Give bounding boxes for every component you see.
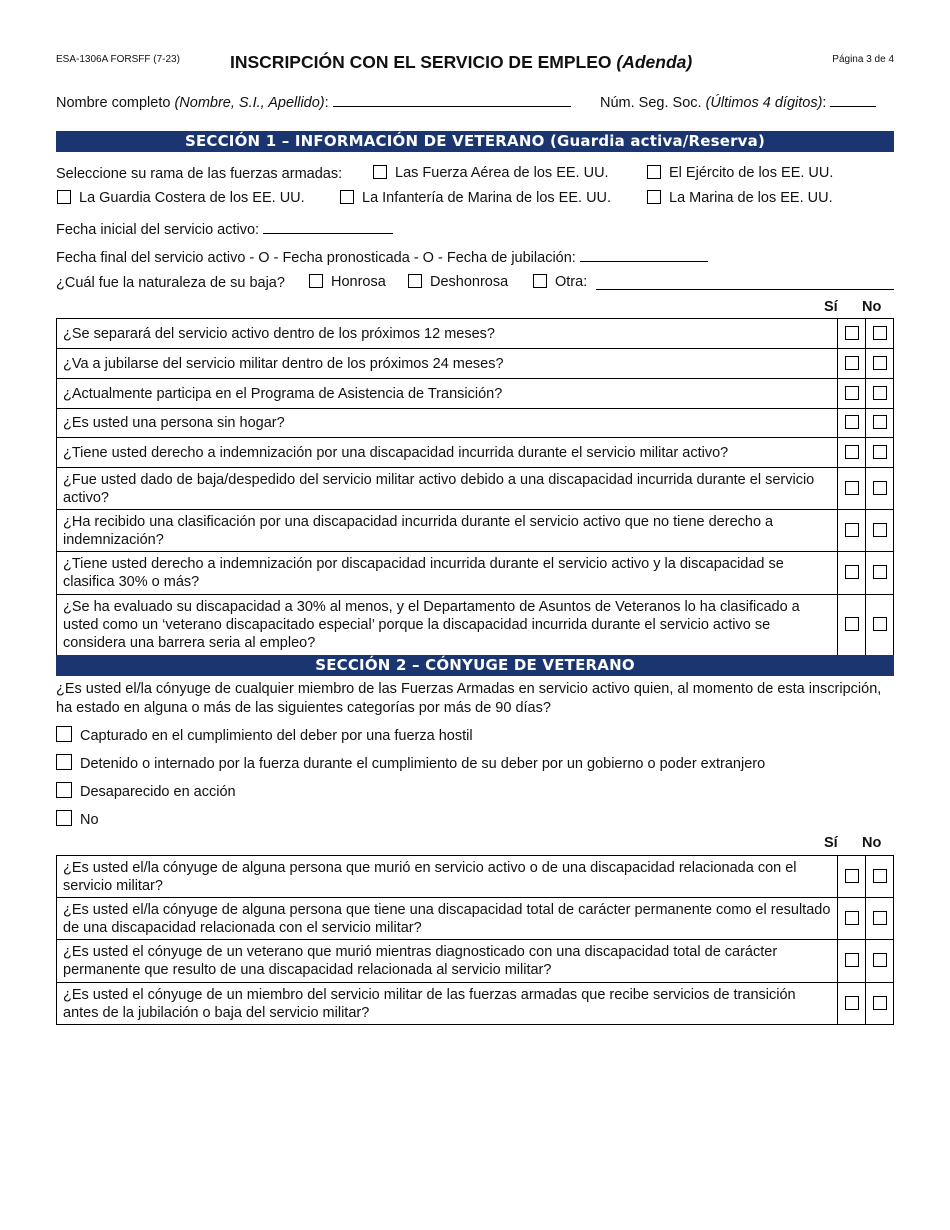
question-text: ¿Tiene usted derecho a indemnización por una discapacidad incurrida durante el servicio militar activo?: [57, 438, 838, 468]
checkbox[interactable]: [408, 274, 422, 288]
table-row: [57, 595, 894, 656]
yes-checkbox[interactable]: [845, 356, 859, 370]
yes-checkbox[interactable]: [845, 445, 859, 459]
yes-cell[interactable]: [838, 595, 866, 656]
branch-army[interactable]: [647, 165, 833, 181]
discharge-honorable[interactable]: [309, 274, 386, 290]
no-checkbox[interactable]: [873, 386, 887, 400]
yes-cell[interactable]: [838, 856, 866, 898]
no-checkbox[interactable]: [873, 911, 887, 925]
table-row: [57, 552, 894, 595]
discharge-other[interactable]: [533, 274, 587, 290]
no-header-2: No: [862, 835, 882, 851]
discharge-text: Otra:: [555, 274, 588, 290]
no-cell[interactable]: [866, 319, 894, 349]
table-row: [57, 379, 894, 409]
checkbox[interactable]: [533, 274, 547, 288]
no-checkbox[interactable]: [873, 565, 887, 579]
no-checkbox[interactable]: [873, 481, 887, 495]
yes-cell[interactable]: [838, 552, 866, 595]
yes-cell[interactable]: [838, 468, 866, 510]
no-checkbox[interactable]: [873, 356, 887, 370]
yes-cell[interactable]: [838, 409, 866, 438]
no-cell[interactable]: [866, 595, 894, 656]
yes-checkbox[interactable]: [845, 996, 859, 1010]
question-text: ¿Se separará del servicio activo dentro de los próximos 12 meses?: [57, 319, 838, 349]
no-cell[interactable]: [866, 898, 894, 940]
no-cell[interactable]: [866, 510, 894, 552]
question-text: ¿Fue usted dado de baja/despedido del servicio militar activo debido a una discapacidad incurrida durante el servicio activo?: [57, 468, 838, 510]
start-date-row: [56, 219, 393, 238]
yes-checkbox[interactable]: [845, 617, 859, 631]
section2-questions-table: [56, 855, 894, 1025]
branch-air-force[interactable]: [373, 165, 609, 181]
no-cell[interactable]: [866, 552, 894, 595]
branch-label-text: El Ejército de los EE. UU.: [669, 165, 834, 181]
yes-checkbox[interactable]: [845, 481, 859, 495]
question-text: ¿Va a jubilarse del servicio militar dentro de los próximos 24 meses?: [57, 349, 838, 379]
table-row: [57, 940, 894, 983]
checkbox[interactable]: [340, 190, 354, 204]
section1-title: SECCIÓN 1 – INFORMACIÓN DE VETERANO (Guardia activa/Reserva): [56, 131, 894, 152]
no-cell[interactable]: [866, 349, 894, 379]
table-row: [57, 856, 894, 898]
no-cell[interactable]: [866, 940, 894, 983]
question-text: ¿Se ha evaluado su discapacidad a 30% al menos, y el Departamento de Asuntos de Veteranos lo ha clasificado a usted como un ‘veterano discapacitado especial’ porque la discapacidad incurrida durante el servicio activo se considera una barrera seria al empleo?: [57, 595, 838, 656]
section2-intro: ¿Es usted el/la cónyuge de cualquier miembro de las Fuerzas Armadas en servicio activo quien, al momento de esta inscripción, ha estado en alguna o más de las siguientes categorías por más de 90 días?: [56, 681, 882, 716]
name-hint: (Nombre, S.I., Apellido): [174, 95, 325, 111]
no-cell[interactable]: [866, 438, 894, 468]
table-row: [57, 468, 894, 510]
start-date-label: Fecha inicial del servicio activo:: [56, 222, 260, 238]
name-label: Nombre completo: [56, 95, 171, 111]
yes-cell[interactable]: [838, 379, 866, 409]
checkbox[interactable]: [309, 274, 323, 288]
yes-cell[interactable]: [838, 349, 866, 379]
question-text: ¿Tiene usted derecho a indemnización por discapacidad incurrida durante el servicio activo y la discapacidad se clasifica 30% o más?: [57, 552, 838, 595]
branch-label: Seleccione su rama de las fuerzas armadas:: [56, 166, 343, 182]
question-text: ¿Es usted el/la cónyuge de alguna persona que tiene una discapacidad total de carácter permanente como el resultado de una discapacidad relacionada con el servicio militar?: [57, 898, 838, 940]
option-text: Detenido o internado por la fuerza durante el cumplimiento de su deber por un gobierno o poder extranjero: [80, 756, 766, 772]
no-checkbox[interactable]: [873, 953, 887, 967]
table-row: [57, 409, 894, 438]
end-date-label: Fecha final del servicio activo - O - Fecha pronosticada - O - Fecha de jubilación:: [56, 250, 576, 266]
title-suffix: (Adenda): [616, 52, 693, 72]
branch-marines[interactable]: [340, 190, 611, 206]
no-cell[interactable]: [866, 856, 894, 898]
table-row: [57, 438, 894, 468]
ssn-row: Núm. Seg. Soc. (Últimos 4 dígitos):: [600, 92, 876, 111]
no-cell[interactable]: [866, 983, 894, 1025]
checkbox[interactable]: [56, 754, 72, 770]
checkbox[interactable]: [57, 190, 71, 204]
table-row: [57, 983, 894, 1025]
yes-cell[interactable]: [838, 940, 866, 983]
option-text: Capturado en el cumplimiento del deber por una fuerza hostil: [80, 728, 473, 744]
checkbox[interactable]: [373, 165, 387, 179]
end-date-row: [56, 247, 708, 266]
yes-cell[interactable]: [838, 983, 866, 1025]
discharge-dishonorable[interactable]: [408, 274, 508, 290]
ssn-label: Núm. Seg. Soc.: [600, 95, 702, 111]
branch-label-text: Las Fuerza Aérea de los EE. UU.: [395, 165, 609, 181]
branch-label-text: La Marina de los EE. UU.: [669, 190, 833, 206]
question-text: ¿Es usted el cónyuge de un veterano que murió mientras diagnosticado con una discapacidad total de carácter permanente que resulto de una discapacidad relacionada al servicio militar?: [57, 940, 838, 983]
spouse-option-no[interactable]: [56, 810, 99, 828]
yes-checkbox[interactable]: [845, 953, 859, 967]
end-date-field[interactable]: [580, 247, 708, 262]
discharge-label: ¿Cuál fue la naturaleza de su baja?: [56, 275, 285, 291]
page-title: [230, 52, 692, 73]
branch-label-text: La Guardia Costera de los EE. UU.: [79, 190, 305, 206]
option-text: No: [80, 812, 99, 828]
no-checkbox[interactable]: [873, 415, 887, 429]
question-text: ¿Es usted el/la cónyuge de alguna persona que murió en servicio activo o de una discapacidad relacionada con el servicio militar?: [57, 856, 838, 898]
section1-questions-table: [56, 318, 894, 656]
yes-checkbox[interactable]: [845, 415, 859, 429]
checkbox[interactable]: [56, 782, 72, 798]
ssn-hint: (Últimos 4 dígitos): [705, 95, 823, 111]
no-checkbox[interactable]: [873, 523, 887, 537]
name-field[interactable]: [333, 92, 571, 107]
yes-header-2: Sí: [824, 835, 838, 851]
question-text: ¿Actualmente participa en el Programa de Asistencia de Transición?: [57, 379, 838, 409]
checkbox[interactable]: [56, 810, 72, 826]
checkbox[interactable]: [647, 165, 661, 179]
spouse-option-missing[interactable]: [56, 782, 236, 800]
yes-header: Sí: [824, 299, 838, 315]
start-date-field[interactable]: [263, 219, 393, 234]
question-text: ¿Es usted una persona sin hogar?: [57, 409, 838, 438]
form-code: ESA-1306A FORSFF (7-23): [56, 54, 180, 65]
no-checkbox[interactable]: [873, 996, 887, 1010]
table-row: [57, 898, 894, 940]
discharge-other-field[interactable]: [596, 275, 894, 290]
page-number: Página 3 de 4: [832, 54, 894, 65]
no-cell[interactable]: [866, 468, 894, 510]
checkbox[interactable]: [56, 726, 72, 742]
no-checkbox[interactable]: [873, 326, 887, 340]
yes-cell[interactable]: [838, 319, 866, 349]
no-header: No: [862, 299, 882, 315]
table-row: [57, 319, 894, 349]
checkbox[interactable]: [647, 190, 661, 204]
discharge-text: Deshonrosa: [430, 274, 509, 290]
discharge-text: Honrosa: [331, 274, 386, 290]
yes-checkbox[interactable]: [845, 565, 859, 579]
yes-cell[interactable]: [838, 510, 866, 552]
no-checkbox[interactable]: [873, 869, 887, 883]
yes-cell[interactable]: [838, 438, 866, 468]
yes-checkbox[interactable]: [845, 523, 859, 537]
branch-navy[interactable]: [647, 190, 833, 206]
title-main: INSCRIPCIÓN CON EL SERVICIO DE EMPLEO: [230, 52, 612, 72]
question-text: ¿Es usted el cónyuge de un miembro del servicio militar de las fuerzas armadas que recibe servicios de transición antes de la jubilación o baja del servicio militar?: [57, 983, 838, 1025]
yes-checkbox[interactable]: [845, 869, 859, 883]
no-checkbox[interactable]: [873, 445, 887, 459]
spouse-option-captured[interactable]: [56, 726, 473, 744]
table-row: [57, 349, 894, 379]
yes-checkbox[interactable]: [845, 911, 859, 925]
branch-label-text: La Infantería de Marina de los EE. UU.: [362, 190, 612, 206]
yes-checkbox[interactable]: [845, 326, 859, 340]
section2-title: SECCIÓN 2 – CÓNYUGE DE VETERANO: [56, 655, 894, 676]
yes-cell[interactable]: [838, 898, 866, 940]
table-row: [57, 510, 894, 552]
ssn-field[interactable]: [830, 92, 876, 107]
no-cell[interactable]: [866, 409, 894, 438]
question-text: ¿Ha recibido una clasificación por una discapacidad incurrida durante el servicio activo que no tiene derecho a indemnización?: [57, 510, 838, 552]
name-row: Nombre completo (Nombre, S.I., Apellido):: [56, 92, 571, 111]
branch-coast-guard[interactable]: [57, 190, 305, 206]
spouse-option-detained[interactable]: [56, 754, 765, 772]
option-text: Desaparecido en acción: [80, 784, 236, 800]
no-checkbox[interactable]: [873, 617, 887, 631]
no-cell[interactable]: [866, 379, 894, 409]
yes-checkbox[interactable]: [845, 386, 859, 400]
